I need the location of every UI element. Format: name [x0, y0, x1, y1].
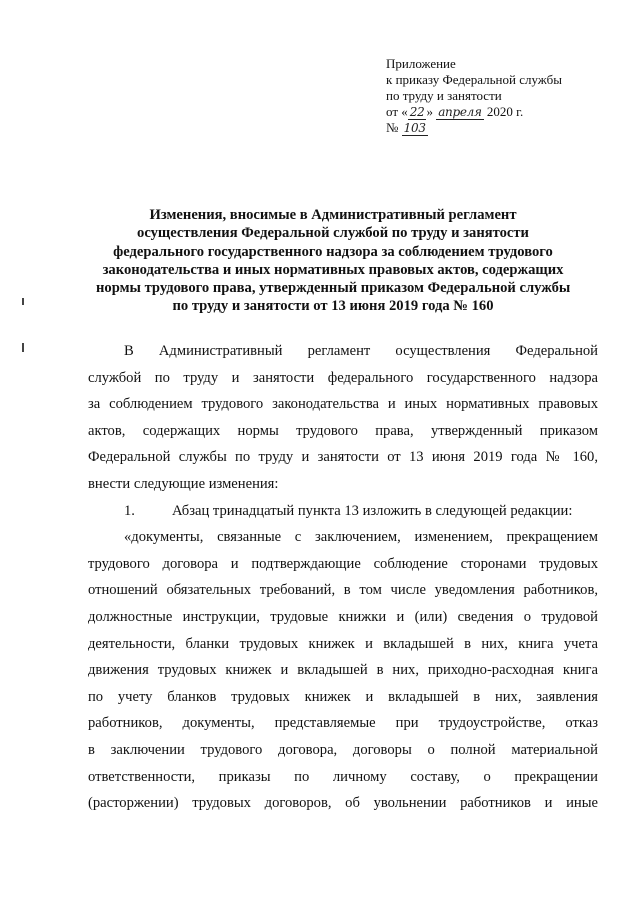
- appendix-block: [386, 56, 596, 136]
- appendix-line: Приложение: [386, 56, 456, 71]
- item-text: Абзац тринадцатый пункта 13 изложить в следующей редакции:: [172, 502, 573, 519]
- intro-line: актов, содержащих нормы трудового права, утвержденный приказом: [88, 422, 598, 439]
- quote-line: отношений обязательных требований, в том числе уведомления работников,: [88, 582, 598, 599]
- document-body: [88, 338, 598, 817]
- quote-line: в заключении трудового договора, договоры о полной материальной: [88, 741, 598, 758]
- quote-line: (расторжении) трудовых договоров, об увольнении работников и иные: [88, 795, 598, 812]
- intro-line: Федеральной службы по труду и занятости от 13 июня 2019 года № 160,: [88, 449, 598, 466]
- appendix-date: [386, 104, 596, 120]
- title-line: Изменения, вносимые в Административный регламент: [149, 207, 517, 223]
- title-line: законодательства и иных нормативных правовых актов, содержащих: [102, 261, 564, 278]
- quote-line: деятельности, бланки трудовых книжек и вкладышей в них, книга учета: [88, 635, 598, 652]
- number-prefix: №: [386, 120, 402, 135]
- title-line: нормы трудового права, утвержденный приказом Федеральной службы: [96, 280, 571, 297]
- appendix-number: [386, 120, 596, 136]
- quote-line: должностные инструкции, трудовые книжки и (или) сведения о трудовой: [88, 608, 598, 625]
- intro-line: внести следующие изменения:: [88, 475, 279, 492]
- quote-line: движения трудовых книжек и вкладышей в них, приходно-расходная книга: [88, 662, 598, 679]
- quote-line: работников, документы, представляемые при трудоустройстве, отказ: [88, 715, 598, 732]
- item-number: 1.: [124, 502, 135, 519]
- date-month: апреля: [438, 105, 482, 119]
- title-line: федерального государственного надзора за соблюдением трудового: [113, 243, 553, 260]
- date-prefix: от «: [386, 104, 408, 119]
- intro-line: службой по труду и занятости федерального государственного надзора: [88, 369, 598, 386]
- date-day: 22: [409, 105, 425, 119]
- title-line: осуществления Федеральной службой по труду и занятости: [137, 225, 529, 242]
- scan-mark: [22, 298, 24, 305]
- intro-line: В Административный регламент осуществления Федеральной: [124, 343, 598, 359]
- title-line: по труду и занятости от 13 июня 2019 года № 160: [172, 298, 494, 315]
- intro-line: за соблюдением трудового законодательства и иных нормативных правовых: [88, 396, 598, 413]
- quote-line: трудового договора и подтверждающие соблюдение сторонами трудовых: [88, 555, 598, 572]
- quote-line: «документы, связанные с заключением, изменением, прекращением: [124, 529, 598, 546]
- date-mid: »: [426, 104, 437, 119]
- quote-line: ответственности, приказы по личному составу, о прекращении: [88, 768, 598, 785]
- order-number: 103: [403, 121, 426, 135]
- document-title: [96, 206, 570, 316]
- quote-line: по учету бланков трудовых книжек и вкладышей в них, заявления: [88, 688, 598, 705]
- appendix-line: к приказу Федеральной службы: [386, 72, 562, 87]
- appendix-line: по труду и занятости: [386, 88, 502, 103]
- scan-mark: [22, 343, 24, 352]
- date-suffix: 2020 г.: [483, 104, 524, 119]
- item-1: [88, 498, 598, 525]
